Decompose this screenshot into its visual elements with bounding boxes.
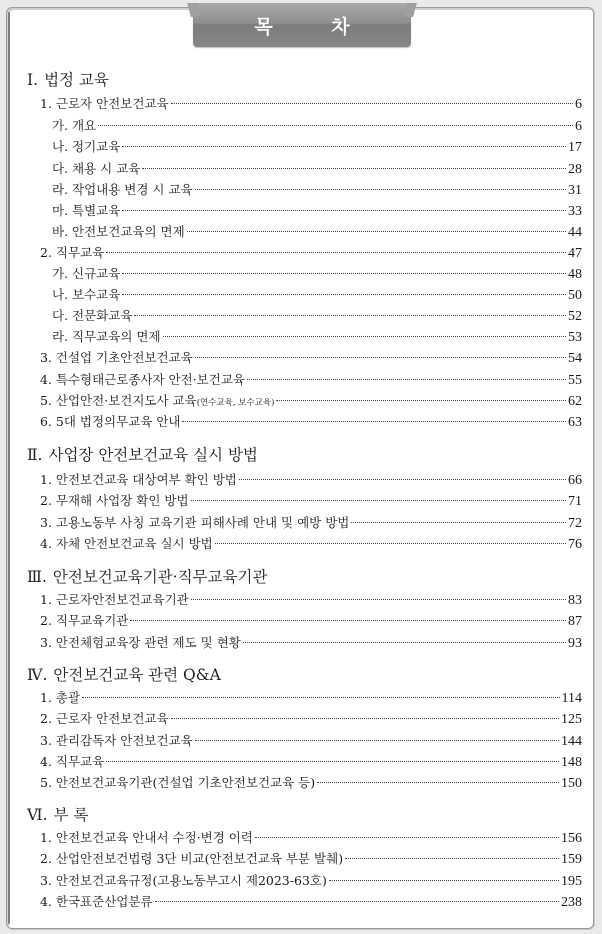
- toc-entry[interactable]: [40, 612, 582, 630]
- dot-leader: [243, 642, 566, 643]
- entry-label: 3. 안전보건교육규정(고용노동부고시 제2023-63호): [40, 873, 327, 888]
- page-number: 72: [568, 516, 582, 531]
- entry-label: 나. 보수교육: [52, 287, 121, 302]
- entry-label-note: (연수교육, 보수교육): [196, 398, 275, 408]
- page-number: 238: [561, 895, 582, 910]
- page-number: 53: [568, 330, 582, 345]
- toc-entry[interactable]: [40, 371, 582, 389]
- entry-label: 2. 직무교육기관: [40, 613, 129, 628]
- entry-label: 나. 정기교육: [52, 139, 121, 154]
- section-heading[interactable]: [27, 68, 109, 90]
- entry-label: 다. 채용 시 교육: [52, 161, 141, 176]
- dot-leader: [329, 880, 559, 881]
- section-numeral: Ⅱ.: [27, 446, 43, 464]
- dot-leader: [122, 146, 566, 147]
- entry-label: 1. 안전보건교육 대상여부 확인 방법: [40, 472, 237, 487]
- page-number: 93: [568, 636, 582, 651]
- page-number: 87: [568, 614, 582, 629]
- toc-entry[interactable]: [40, 710, 582, 728]
- dot-leader: [134, 315, 566, 316]
- dot-leader: [195, 357, 566, 358]
- toc-entry[interactable]: [40, 850, 582, 868]
- toc-entry[interactable]: [52, 307, 582, 325]
- toc-entry[interactable]: [40, 872, 582, 890]
- page-number: 144: [561, 734, 582, 749]
- dot-leader: [122, 273, 566, 274]
- toc-entry[interactable]: [52, 202, 582, 220]
- entry-label-main: 5. 산업안전·보건지도사 교육: [40, 393, 197, 408]
- dot-leader: [247, 379, 566, 380]
- page-number: 28: [568, 162, 582, 177]
- entry-label: 4. 특수형태근로종사자 안전·보건교육: [40, 372, 245, 387]
- toc-entry[interactable]: [52, 328, 582, 346]
- toc-title-tab: [193, 3, 411, 47]
- page-number: 48: [568, 267, 582, 282]
- page-number: 47: [568, 246, 582, 261]
- entry-label: 3. 관리감독자 안전보건교육: [40, 733, 193, 748]
- dot-leader: [351, 522, 566, 523]
- dot-leader: [239, 479, 566, 480]
- toc-entry[interactable]: [52, 223, 582, 241]
- entry-label: 3. 고용노동부 사칭 교육기관 피해사례 안내 및 예방 방법: [40, 515, 350, 530]
- dot-leader: [171, 718, 559, 719]
- toc-entry[interactable]: [40, 95, 582, 113]
- page-number: 54: [568, 351, 582, 366]
- toc-entry[interactable]: [40, 634, 582, 652]
- section-numeral: Ⅳ.: [27, 666, 48, 684]
- page-number: 159: [561, 852, 582, 867]
- dot-leader: [122, 210, 566, 211]
- page-number: 66: [568, 473, 582, 488]
- entry-label: 1. 안전보건교육 안내서 수정·변경 이력: [40, 830, 253, 845]
- entry-label: 2. 무재해 사업장 확인 방법: [40, 493, 189, 508]
- dot-leader: [191, 599, 566, 600]
- page-number: 6: [575, 119, 582, 134]
- dot-leader: [195, 189, 566, 190]
- page-number: 55: [568, 373, 582, 388]
- entry-label: 가. 신규교육: [52, 266, 121, 281]
- entry-label: 2. 산업안전보건법령 3단 비교(안전보건교육 부분 발췌): [40, 851, 344, 866]
- entry-label: 4. 자체 안전보건교육 실시 방법: [40, 536, 213, 551]
- dot-leader: [345, 858, 559, 859]
- toc-entry[interactable]: [40, 514, 582, 532]
- toc-entry[interactable]: [52, 265, 582, 283]
- dot-leader: [317, 782, 559, 783]
- dot-leader: [171, 103, 573, 104]
- page-number: 148: [561, 755, 582, 770]
- toc-entry[interactable]: [52, 160, 582, 178]
- dot-leader: [182, 421, 566, 422]
- entry-label: 라. 직무교육의 면제: [52, 329, 161, 344]
- dot-leader: [255, 837, 559, 838]
- page-number: 50: [568, 288, 582, 303]
- toc-entry[interactable]: [40, 492, 582, 510]
- dot-leader: [82, 697, 559, 698]
- dot-leader: [130, 620, 566, 621]
- toc-entry[interactable]: [40, 774, 582, 792]
- entry-label: 3. 건설업 기초안전보건교육: [40, 350, 193, 365]
- toc-entry[interactable]: [40, 732, 582, 750]
- section-heading[interactable]: [27, 565, 267, 587]
- page-number: 44: [568, 225, 582, 240]
- page-number: 33: [568, 204, 582, 219]
- dot-leader: [98, 125, 573, 126]
- page-number: 195: [561, 874, 582, 889]
- entry-label: 가. 개요: [52, 118, 97, 133]
- entry-label: 5. 안전보건교육기관(건설업 기초안전보건교육 등): [40, 775, 316, 790]
- page-number: 156: [561, 831, 582, 846]
- page-number: 114: [561, 691, 582, 706]
- page-number: 71: [568, 494, 582, 509]
- section-title: 법정 교육: [44, 71, 109, 89]
- section-numeral: Ⅲ.: [27, 568, 47, 586]
- page-number: 63: [568, 415, 582, 430]
- toc-entry[interactable]: [52, 117, 582, 135]
- toc-entry[interactable]: [40, 535, 582, 553]
- toc-entry[interactable]: [40, 893, 582, 911]
- toc-entry[interactable]: [40, 689, 582, 707]
- entry-label: 다. 전문화교육: [52, 308, 133, 323]
- toc-entry[interactable]: [40, 392, 582, 410]
- toc-entry[interactable]: [52, 286, 582, 304]
- dot-leader: [106, 252, 566, 253]
- section-heading[interactable]: [27, 443, 258, 465]
- entry-label: 1. 총괄: [40, 690, 81, 705]
- toc-title: 목 차: [254, 15, 376, 38]
- entry-label: 마. 특별교육: [52, 203, 121, 218]
- section-heading[interactable]: [27, 803, 88, 825]
- page-number: 83: [568, 593, 582, 608]
- page-number: 6: [575, 97, 582, 112]
- page-number: 52: [568, 309, 582, 324]
- page-number: 76: [568, 537, 582, 552]
- section-title: 안전보건교육 관련 Q&A: [53, 666, 221, 684]
- toc-entry[interactable]: [40, 753, 582, 771]
- dot-leader: [187, 231, 566, 232]
- section-title: 사업장 안전보건교육 실시 방법: [48, 446, 258, 464]
- entry-label: 2. 직무교육: [40, 245, 105, 260]
- toc-entry[interactable]: [52, 181, 582, 199]
- entry-label: [40, 392, 274, 412]
- toc-entry[interactable]: [40, 471, 582, 489]
- entry-label: 1. 근로자 안전보건교육: [40, 96, 169, 111]
- section-numeral: Ⅰ.: [27, 71, 39, 89]
- page-number: 125: [561, 712, 582, 727]
- dot-leader: [122, 294, 566, 295]
- toc-entry[interactable]: [40, 829, 582, 847]
- section-heading[interactable]: [27, 663, 221, 685]
- section-title: 안전보건교육기관·직무교육기관: [52, 568, 268, 586]
- toc-entry[interactable]: [40, 349, 582, 367]
- dot-leader: [142, 168, 566, 169]
- toc-entry[interactable]: [40, 413, 582, 431]
- entry-label: 1. 근로자안전보건교육기관: [40, 592, 189, 607]
- entry-label: 4. 한국표준산업분류: [40, 894, 153, 909]
- dot-leader: [195, 740, 559, 741]
- toc-entry[interactable]: [40, 244, 582, 262]
- dot-leader: [191, 500, 566, 501]
- page-number: 150: [561, 776, 582, 791]
- entry-label: 바. 안전보건교육의 면제: [52, 224, 185, 239]
- page-number: 62: [568, 394, 582, 409]
- entry-label: 2. 근로자 안전보건교육: [40, 711, 169, 726]
- entry-label: 3. 안전체험교육장 관련 제도 및 현황: [40, 635, 241, 650]
- dot-leader: [215, 543, 566, 544]
- toc-entry[interactable]: [40, 591, 582, 609]
- dot-leader: [106, 761, 559, 762]
- dot-leader: [276, 400, 566, 401]
- section-title: 부 록: [53, 806, 89, 824]
- entry-label: 6. 5대 법정의무교육 안내: [40, 414, 181, 429]
- entry-label: 라. 작업내용 변경 시 교육: [52, 182, 193, 197]
- page-number: 17: [568, 140, 582, 155]
- section-numeral: Ⅵ.: [27, 806, 48, 824]
- page-number: 31: [568, 183, 582, 198]
- dot-leader: [155, 901, 560, 902]
- dot-leader: [163, 336, 566, 337]
- entry-label: 4. 직무교육: [40, 754, 105, 769]
- toc-entry[interactable]: [52, 138, 582, 156]
